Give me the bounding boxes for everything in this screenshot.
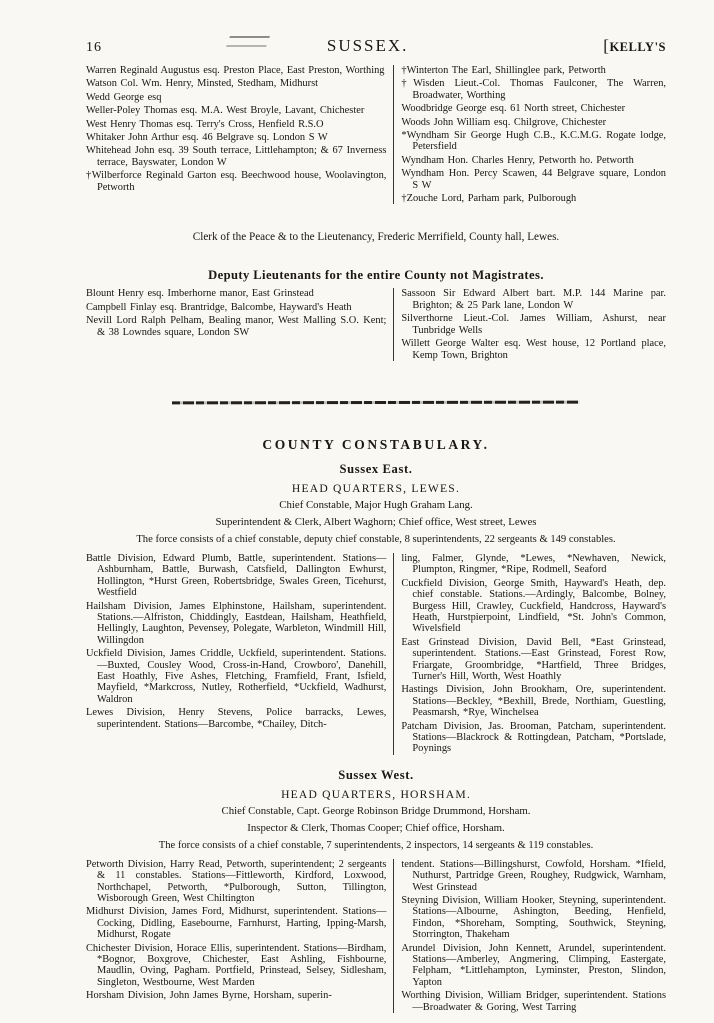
magistrate-entry: †Wisden Lieut.-Col. Thomas Faulconer, The Warren, Broadwater, Worthing: [401, 78, 666, 101]
magistrate-entry: Wyndham Hon. Percy Scawen, 44 Belgrave square, London S W: [401, 168, 666, 191]
deputy-right-column: [393, 288, 666, 360]
west-left-column: [86, 859, 393, 1013]
running-title: SUSSEX.: [326, 36, 409, 55]
magistrate-entry: Watson Col. Wm. Henry, Minsted, Stedham, Midhurst: [86, 78, 319, 90]
division-entry: Horsham Division, John James Byrne, Horsham, superin-: [86, 990, 332, 1002]
deputy-entry: Sassoon Sir Edward Albert bart. M.P. 144 Marine par. Brighton; & 25 Park lane, London W: [401, 288, 666, 311]
division-entry: ling, Falmer, Glynde, *Lewes, *Newhaven, Newick, Plumpton, Ringmer, *Ripe, Rodmell, Seaford: [401, 552, 666, 576]
division-entry: tendent. Stations—Billingshurst, Cowfold, Horsham. *Ifield, Nuthurst, Partridge Green, Roughey, Rudgwick, Warnham, West Grinstead: [401, 858, 666, 893]
magistrate-entry: †Wilberforce Reginald Garton esq. Beechwood house, Woolavington, Petworth: [86, 170, 387, 193]
magistrate-entry: Wyndham Hon. Charles Henry, Petworth ho. Petworth: [401, 154, 634, 166]
division-entry: Petworth Division, Harry Read, Petworth, superintendent; 2 sergeants & 11 constables. Stations—Fittleworth, Kirdford, Loxwood, Northchapel, Petworth, *Pulborough, Sutton, Tillington, Wisborough Green, West Chiltington: [86, 858, 387, 905]
west-force-line: The force consists of a chief constable, 7 superintendents, 2 inspectors, 14 sergeants & 119 constables.: [158, 839, 594, 851]
section-divider-rule: [172, 400, 580, 404]
deputy-left-column: [86, 288, 393, 360]
magistrate-entry: West Henry Thomas esq. Terry's Cross, Henfield R.S.O: [86, 118, 324, 130]
deputy-entry: Nevill Lord Ralph Pelham, Bealing manor, West Malling S.O. Kent; & 38 Lowndes square, London SW: [86, 315, 387, 338]
publisher-name: KELLY'S: [609, 40, 666, 54]
division-entry: Patcham Division, Jas. Brooman, Patcham, superintendent. Stations—Blackrock & Rottingdean, Patcham, *Portslade, Poynings: [401, 720, 666, 755]
magistrate-entry: †Zouche Lord, Parham park, Pulborough: [401, 193, 577, 205]
east-chief-constable-line: Chief Constable, Major Hugh Graham Lang.: [279, 498, 473, 511]
division-entry: Arundel Division, John Kennett, Arundel, superintendent. Stations—Amberley, Angmering, Climping, Eastergate, Felpham, *Littlehampton, Lyminster, Preston, Slindon, Yapton: [401, 942, 666, 988]
east-headquarters-line: HEAD QUARTERS, LEWES.: [291, 481, 461, 495]
east-right-column: [393, 553, 666, 755]
magistrate-entry: Woods John William esq. Chilgrove, Chichester: [401, 116, 607, 128]
magistrate-entry: Woodbridge George esq. 61 North street, Chichester: [401, 103, 626, 115]
division-entry: Hailsham Division, James Elphinstone, Hailsham, superintendent. Stations.—Alfriston, Chiddingly, Eastdean, Hailsham, Heathfield, Hellingly, Laughton, Pevensey, Polegate, Warbleton, Windmill Hill, Willingdon: [86, 600, 387, 646]
page-header: [86, 36, 666, 58]
magistrate-entry: Wedd George esq: [86, 91, 162, 103]
division-entry: Cuckfield Division, George Smith, Hayward's Heath, dep. chief constable. Stations.—Ardingly, Balcombe, Bolney, Burgess Hill, Crawley, Cuckfield, Handcross, Hayward's Heath, Hurstpierpoint, Lindfield, *St. John's Common, Wivelsfield: [401, 577, 666, 635]
west-division-columns: [86, 859, 666, 1013]
division-entry: Worthing Division, William Bridger, superintendent. Stations—Broadwater & Goring, West Tarring: [401, 990, 666, 1013]
publisher-tag: [603, 36, 666, 56]
scan-mark: [226, 36, 270, 47]
deputy-entry: Willett George Walter esq. West house, 12 Portland place, Kemp Town, Brighton: [401, 338, 666, 361]
division-entry: East Grinstead Division, David Bell, *East Grinstead, superintendent. Stations.—East Grinstead, Forest Row, Friargate, Groombridge, *Hartfield, Three Bridges, Turner's Hill, Worth, West Hoathly: [401, 636, 666, 682]
deputy-lieutenants-columns: [86, 288, 666, 360]
sussex-west-title: Sussex West.: [338, 767, 414, 782]
west-chief-constable-line: Chief Constable, Capt. George Robinson Bridge Drummond, Horsham.: [221, 804, 531, 817]
west-clerk-line: Inspector & Clerk, Thomas Cooper; Chief office, Horsham.: [247, 821, 505, 834]
magistrate-entry: Whitehead John esq. 39 South terrace, Littlehampton; & 67 Inverness terrace, Bayswater, London W: [86, 145, 387, 168]
magistrates-left-column: [86, 65, 393, 204]
page-number: 16: [86, 40, 102, 55]
division-entry: Battle Division, Edward Plumb, Battle, superintendent. Stations—Ashburnham, Battle, Burwash, Catsfield, Dallington Ewhurst, Hollington, *Hurst Green, Robertsbridge, Swales Green, Ticehurst, Westfield: [86, 552, 387, 599]
division-entry: Hastings Division, John Brookham, Ore, superintendent. Stations—Beckley, *Bexhill, Brede, Northiam, Guestling, Peasmarsh, *Rye, Winchelsea: [401, 684, 666, 719]
magistrate-entry: †Winterton The Earl, Shillinglee park, Petworth: [401, 65, 606, 76]
west-headquarters-line: HEAD QUARTERS, HORSHAM.: [281, 787, 471, 801]
east-left-column: [86, 553, 393, 755]
east-force-line: The force consists of a chief constable, deputy chief constable, 8 superintendents, 22 sergeants & 149 constables.: [136, 533, 616, 545]
deputy-entry: Campbell Finlay esq. Brantridge, Balcombe, Hayward's Heath: [86, 301, 352, 313]
division-entry: Midhurst Division, James Ford, Midhurst, superintendent. Stations—Cocking, Didling, Easebourne, Farnhurst, Harting, Ipping-Marsh, Midhurst, Rogate: [86, 906, 387, 941]
east-division-columns: [86, 553, 666, 755]
division-entry: Chichester Division, Horace Ellis, superintendent. Stations—Birdham, *Bognor, Boxgrove, Chichester, East Ashling, Fishbourne, Maudlin, Oving, Pagham. Portfield, Prinstead, Selsey, Sidlesham, Singleton, Westbourne, West Marden: [86, 942, 387, 988]
deputy-lieutenants-heading: Deputy Lieutenants for the entire County not Magistrates.: [208, 268, 544, 283]
magistrates-columns: [86, 65, 666, 204]
magistrate-entry: Whitaker John Arthur esq. 46 Belgrave sq. London S W: [86, 132, 328, 144]
constabulary-heading: COUNTY CONSTABULARY.: [262, 436, 490, 452]
magistrate-entry: Weller-Poley Thomas esq. M.A. West Broyle, Lavant, Chichester: [86, 105, 365, 117]
bracket-glyph: [: [603, 36, 610, 55]
division-entry: Uckfield Division, James Criddle, Uckfield, superintendent. Stations.—Buxted, Cousley Wood, Cross-in-Hand, Crowboro', Danehill, East Hoathly, Five Ashes, Fletching, Framfield, Frant, Isfield, Mayfield, *Markcross, Nutley, Rotherfield, *Uckfield, Wadhurst, Waldron: [86, 648, 387, 705]
division-entry: Lewes Division, Henry Stevens, Police barracks, Lewes, superintendent. Stations—Barcombe, *Chailey, Ditch-: [86, 707, 387, 730]
sussex-east-title: Sussex East.: [339, 461, 413, 476]
magistrate-entry: *Wyndham Sir George Hugh C.B., K.C.M.G. Rogate lodge, Petersfield: [401, 130, 666, 153]
magistrates-right-column: [393, 65, 666, 204]
west-right-column: [393, 859, 666, 1013]
deputy-entry: Silverthorne Lieut.-Col. James William, Ashurst, near Tunbridge Wells: [401, 313, 666, 336]
deputy-entry: Blount Henry esq. Imberhorne manor, East Grinstead: [86, 288, 314, 300]
magistrate-entry: Warren Reginald Augustus esq. Preston Place, East Preston, Worthing: [86, 65, 385, 76]
east-clerk-line: Superintendent & Clerk, Albert Waghorn; Chief office, West street, Lewes: [215, 515, 537, 528]
clerk-of-peace-line: Clerk of the Peace & to the Lieutenancy, Frederic Merrifield, County hall, Lewes.: [192, 231, 560, 244]
division-entry: Steyning Division, William Hooker, Steyning, superintendent. Stations—Albourne, Ashington, Beeding, Henfield, Findon, *Shoreham, Sompting, Southwick, Steyning, Storrington, Thakeham: [401, 895, 666, 941]
